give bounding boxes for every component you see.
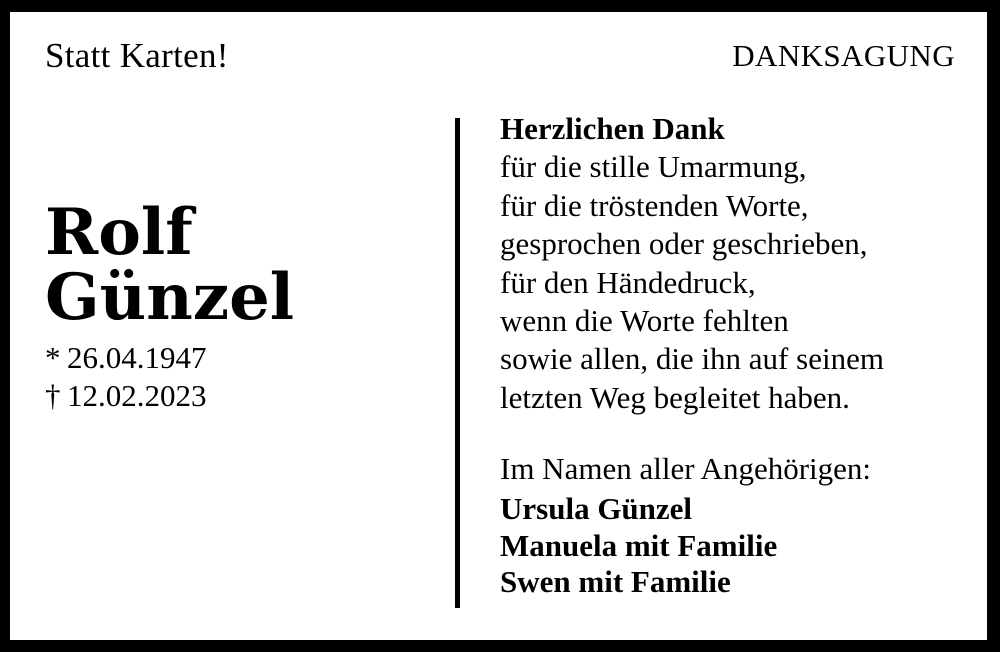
message-line: für die stille Umarmung, <box>500 149 807 185</box>
death-dagger-symbol: † <box>45 377 61 413</box>
message-line: gesprochen oder geschrieben, <box>500 226 868 262</box>
mourners-list <box>500 491 777 601</box>
birth-date-line <box>45 339 207 377</box>
notice-type-label: DANKSAGUNG <box>732 38 955 73</box>
birth-date: 26.04.1947 <box>67 340 207 375</box>
birth-star-symbol: * <box>45 340 61 375</box>
deceased-first-name: Rolf <box>45 195 193 270</box>
mourner-name: Manuela mit Familie <box>500 527 778 563</box>
message-line: sowie allen, die ihn auf seinem <box>500 341 884 377</box>
in-name-of-line: Im Namen aller Angehörigen: <box>500 451 872 486</box>
message-line: wenn die Worte fehlten <box>500 303 789 339</box>
message-line: für den Händedruck, <box>500 264 756 300</box>
thanks-message <box>500 110 884 417</box>
thanks-heading: Herzlichen Dank <box>500 111 725 146</box>
mourner-name: Swen mit Familie <box>500 564 731 599</box>
life-dates <box>45 339 207 414</box>
deceased-last-name: Günzel <box>45 260 295 335</box>
obituary-card <box>10 12 987 640</box>
death-date: 12.02.2023 <box>67 377 207 413</box>
message-line: für die tröstenden Worte, <box>500 187 809 223</box>
death-date-line <box>45 377 207 415</box>
pre-header-text: Statt Karten! <box>45 36 229 75</box>
deceased-name <box>45 195 295 335</box>
vertical-divider-line <box>455 118 460 608</box>
message-line: letzten Weg begleitet haben. <box>500 379 850 415</box>
mourner-name: Ursula Günzel <box>500 491 693 526</box>
